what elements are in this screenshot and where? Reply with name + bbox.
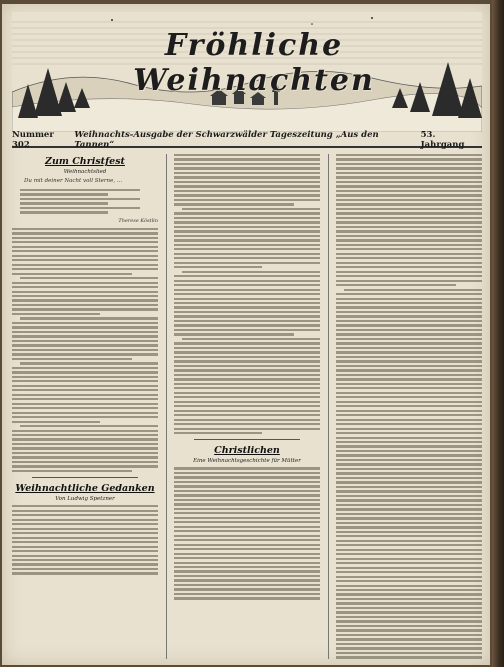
article-subheading: Eine Weihnachtsgeschichte für Mütter [193, 458, 301, 465]
poem-author: Therese Köstlin [118, 217, 158, 224]
poem-lines [12, 189, 158, 214]
masthead-title: Fröhliche Weihnachten [133, 28, 375, 98]
edition-subtitle: Weihnachts-Ausgabe der Schwarzwälder Tageszeitung „Aus den Tannen“ [74, 130, 379, 150]
section-divider [32, 477, 138, 478]
newspaper-page [2, 4, 490, 665]
issue-info-line [12, 130, 482, 150]
article-headline: Christlichen [214, 445, 280, 457]
poem-text: Du mit deiner Nacht voll Sterne, ... [24, 178, 123, 184]
article-body-text [174, 467, 320, 599]
volume-year: 53. Jahrgang [420, 130, 465, 150]
article-body-text [12, 505, 158, 575]
article-headline: Weihnachtliche Gedanken [15, 483, 155, 495]
column-3 [336, 154, 482, 659]
column-rule [328, 154, 329, 659]
section-divider [194, 439, 300, 440]
article-headline: Zum Christfest [45, 156, 125, 167]
article-body-text [12, 228, 158, 472]
column-1 [12, 154, 158, 659]
article-body-text [174, 154, 320, 434]
article-subheading: Weihnachtslied [63, 169, 107, 175]
book-binding [492, 0, 504, 667]
article-body-text [336, 154, 482, 659]
column-2 [174, 154, 320, 659]
article-columns [12, 154, 482, 659]
article-byline: Von Ludwig Spetzner [55, 496, 115, 503]
masthead [12, 12, 482, 132]
issue-number: Nummer 302 [12, 130, 54, 150]
column-rule [166, 154, 167, 659]
